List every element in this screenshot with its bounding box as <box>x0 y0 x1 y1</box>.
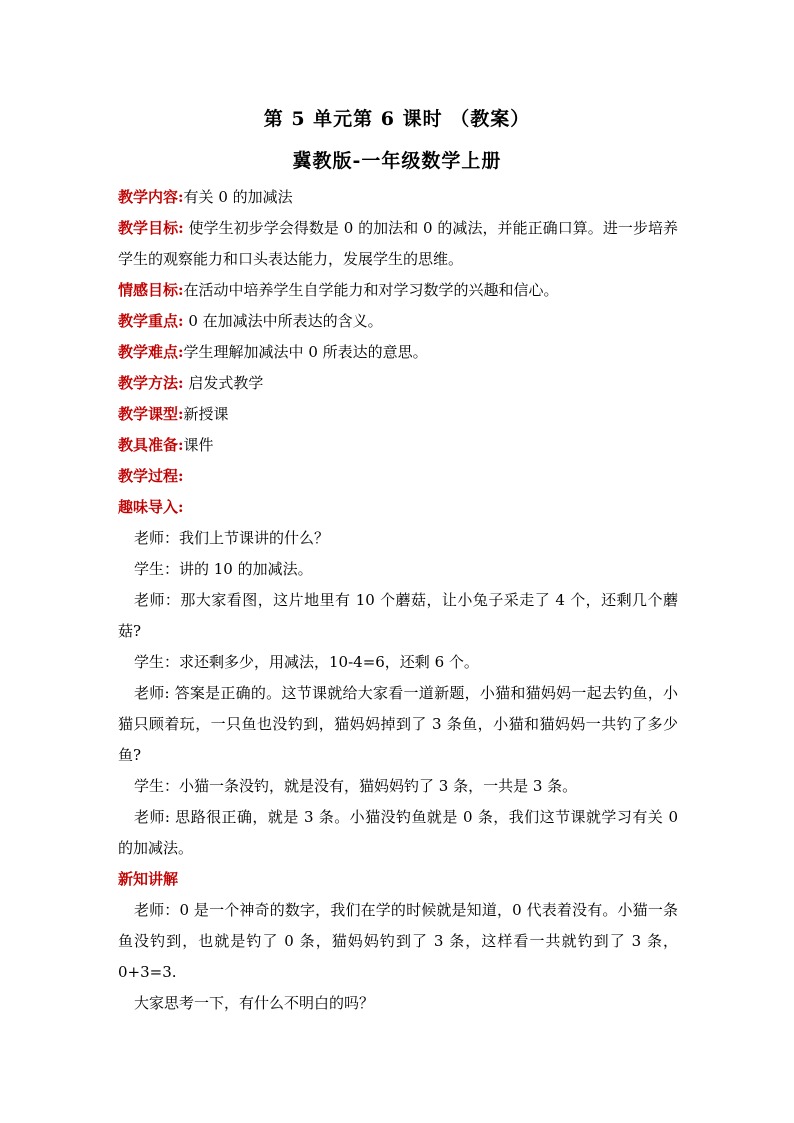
info-value: 学生理解加减法中 0 所表达的意思。 <box>183 343 428 361</box>
info-label: 教学方法: <box>118 374 184 392</box>
process-heading: 教学过程: <box>118 467 184 485</box>
info-label: 教学难点: <box>118 343 184 361</box>
info-method <box>118 368 678 399</box>
info-value: 课件 <box>183 436 214 454</box>
info-difficulty <box>118 337 678 368</box>
dialogue-line: 学生：讲的 10 的加减法。 <box>134 560 313 578</box>
info-label: 教学课型: <box>118 405 184 423</box>
info-key-point <box>118 306 678 337</box>
info-label: 教学目标: <box>118 219 184 237</box>
dialogue-line: 老师：我们上节课讲的什么？ <box>134 529 330 547</box>
info-objective <box>118 213 678 275</box>
info-lesson-type <box>118 399 678 430</box>
document-subtitle: 冀教版-一年级数学上册 <box>292 150 502 172</box>
info-value: 有关 0 的加减法 <box>183 188 293 206</box>
info-label: 教学重点: <box>118 312 184 330</box>
section-heading-intro: 趣味导入: <box>118 498 184 516</box>
info-value: 新授课 <box>183 405 229 423</box>
lesson-body <box>118 182 678 1019</box>
info-label: 教学内容: <box>118 188 184 206</box>
dialogue-line: 老师: 思路很正确，就是 3 条。小猫没钓鱼就是 0 条，我们这节课就学习有关 0 的加减法。 <box>118 808 678 857</box>
info-materials <box>118 430 678 461</box>
info-label: 情感目标: <box>118 281 184 299</box>
document-title: 第 5 单元第 6 课时 （教案） <box>263 108 531 130</box>
dialogue-line: 学生：求还剩多少，用减法，10-4=6，还剩 6 个。 <box>134 653 479 671</box>
dialogue-line: 学生：小猫一条没钓，就是没有，猫妈妈钓了 3 条，一共是 3 条。 <box>134 777 578 795</box>
info-value: 启发式教学 <box>183 374 264 392</box>
info-content <box>118 182 678 213</box>
section-heading-new-knowledge: 新知讲解 <box>118 870 179 888</box>
dialogue-line: 大家思考一下，有什么不明白的吗？ <box>134 994 375 1012</box>
info-emotion-goal <box>118 275 678 306</box>
dialogue-line: 老师：0 是一个神奇的数字，我们在学的时候就是知道，0 代表着没有。小猫一条鱼没钓到，也就是钓了 0 条，猫妈妈钓到了 3 条，这样看一共就钓到了 3 条，0+3=3. <box>118 901 678 981</box>
info-label: 教具准备: <box>118 436 184 454</box>
info-value: 使学生初步学会得数是 0 的加法和 0 的减法，并能正确口算。进一步培养学生的观察能力和口头表达能力，发展学生的思维。 <box>118 219 678 268</box>
dialogue-line: 老师: 答案是正确的。这节课就给大家看一道新题，小猫和猫妈妈一起去钓鱼，小猫只顾着玩，一只鱼也没钓到，猫妈妈掉到了 3 条鱼，小猫和猫妈妈一共钓了多少鱼? <box>118 684 678 764</box>
info-value: 0 在加减法中所表达的含义。 <box>183 312 383 330</box>
info-value: 在活动中培养学生自学能力和对学习数学的兴趣和信心。 <box>183 281 559 299</box>
dialogue-line: 老师：那大家看图，这片地里有 10 个蘑菇，让小兔子采走了 4 个，还剩几个蘑菇? <box>118 591 678 640</box>
